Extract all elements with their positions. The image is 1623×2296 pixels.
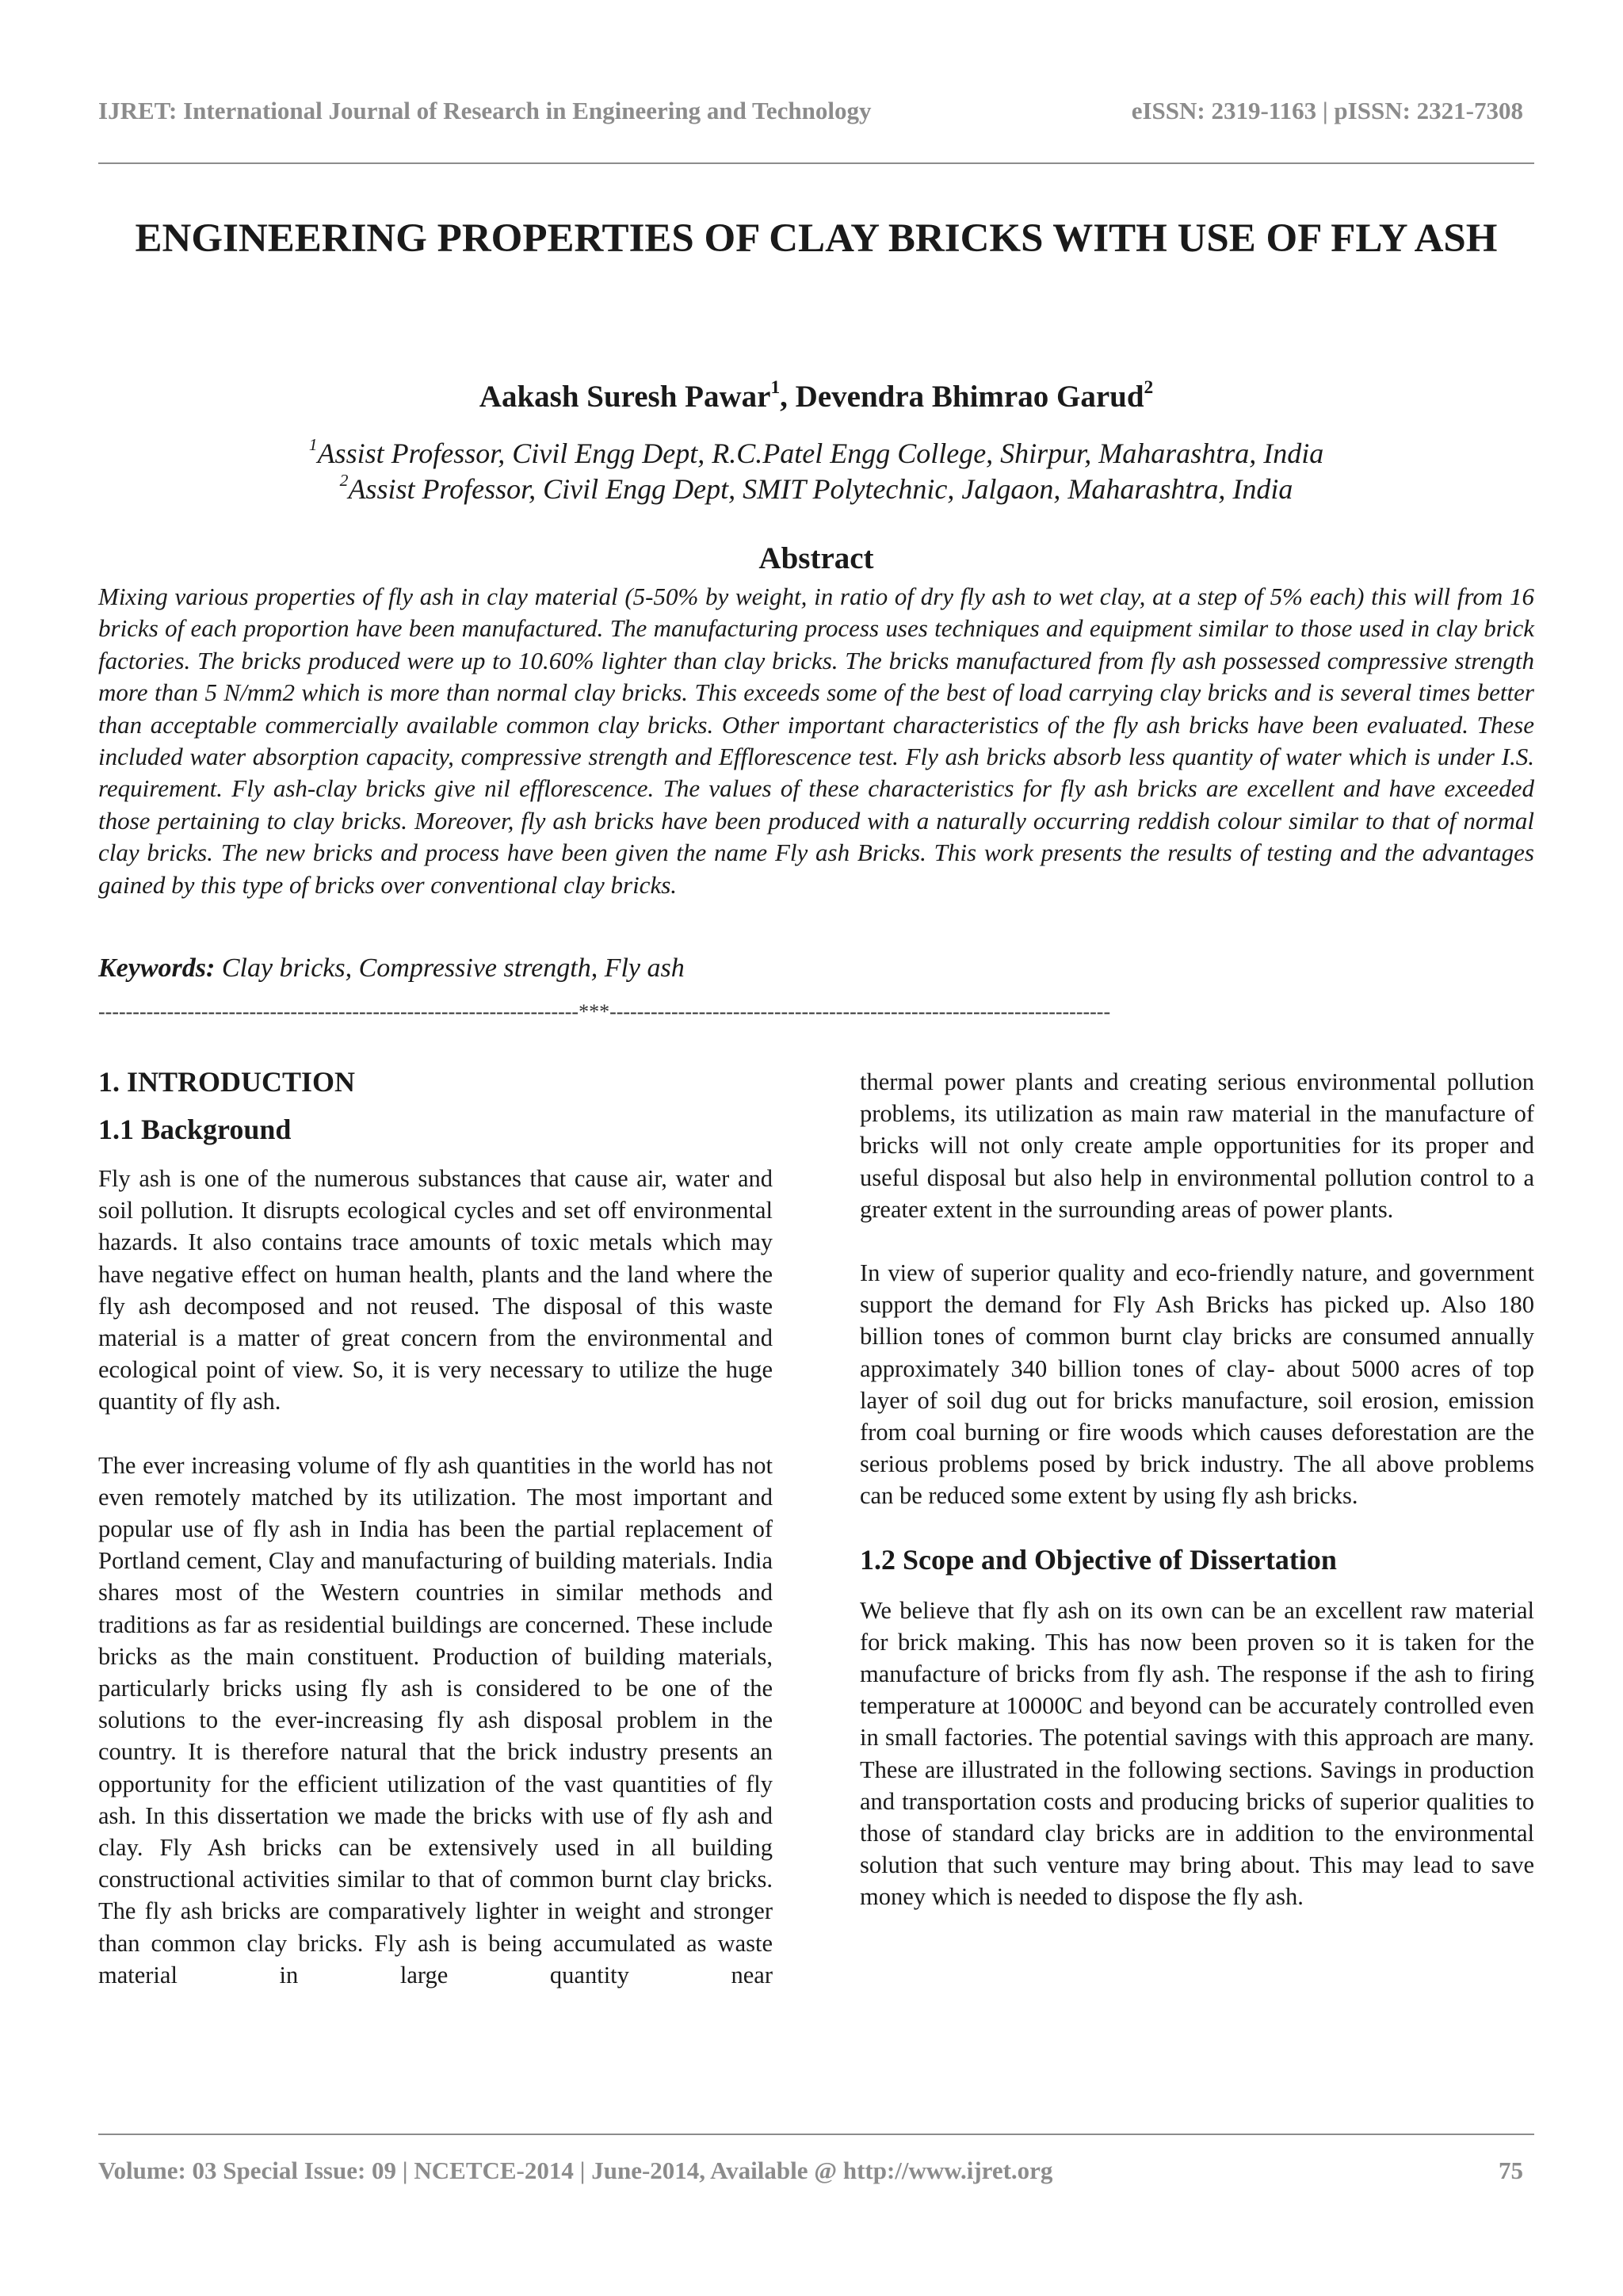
- affiliation-mark: 1: [308, 434, 318, 454]
- keywords-label: Keywords:: [98, 953, 216, 983]
- left-column: [98, 1066, 773, 1991]
- scope-paragraph: We believe that fly ash on its own can be an excellent raw material for brick making. This has now been proven so it is taken for the manufacture of bricks from fly ash. The response if the ash to firing temperature at 10000C and beyond can be accurately controlled even in small factories. The potential savings with this approach are many. These are illustrated in the following sections. Savings in production and transportation costs and producing bricks of superior qualities to those of standard clay bricks are in addition to the environmental solution that such venture may bring about. This may lead to save money which is needed to dispose the fly ash.: [860, 1596, 1534, 1911]
- section-separator: ----------------------------------------------------------------------***-------------------------------------------------------------------------: [98, 1000, 1111, 1023]
- background-paragraph-2: The ever increasing volume of fly ash quantities in the world has not even remotely matched by its utilization. The most important and popular use of fly ash in India has been the partial replacement of Portland cement, Clay and manufacturing of building materials. India shares most of the Western countries in similar methods and traditions as far as residential buildings are concerned. These include bricks as the main constituent. Production of building materials, particularly bricks using fly ash is considered to be one of the solutions to the ever-increasing fly ash disposal problem in the country. It is therefore natural that the brick industry presents an opportunity for the efficient utilization of the vast quantities of fly ash. In this dissertation we made the bricks with use of fly ash and clay. Fly Ash bricks can be extensively used in all building constructional activities similar to that of common burnt clay bricks. The fly ash bricks are comparatively lighter in weight and stronger than common clay bricks. Fly ash is being accumulated as waste material in large quantity near: [98, 1451, 773, 1988]
- affiliation-text: Assist Professor, Civil Engg Dept, SMIT Polytechnic, Jalgaon, Maharashtra, India: [348, 473, 1293, 505]
- footer-rule: [98, 2134, 1534, 2135]
- author-name: Devendra Bhimrao Garud: [795, 380, 1144, 414]
- right-column: [860, 1066, 1534, 1945]
- issn-info: eISSN: 2319-1163 | pISSN: 2321-7308: [1131, 97, 1523, 124]
- affiliation-1: [98, 434, 1534, 470]
- page-number: 75: [1499, 2157, 1523, 2184]
- scope-heading: 1.2 Scope and Objective of Dissertation: [860, 1543, 1337, 1576]
- author-mark: 2: [1144, 376, 1154, 398]
- header-rule: [98, 162, 1534, 164]
- background-heading: 1.1 Background: [98, 1114, 292, 1145]
- author-mark: 1: [770, 376, 781, 398]
- author-list: Aakash Suresh Pawar$^1$, Devendra Bhimrao Garud$^2$: [479, 376, 1154, 414]
- paper-title: ENGINEERING PROPERTIES OF CLAY BRICKS WITH USE OF FLY ASH: [135, 216, 1498, 261]
- affiliation-text: Assist Professor, Civil Engg Dept, R.C.Patel Engg College, Shirpur, Maharashtra, India: [317, 437, 1324, 469]
- affiliation-mark: 2: [339, 470, 349, 490]
- background-paragraph-1: Fly ash is one of the numerous substances that cause air, water and soil pollution. It disrupts ecological cycles and set off environmental hazards. It also contains trace amounts of toxic metals which may have negative effect on human health, plants and the land where the fly ash decomposed and not reused. The disposal of this waste material is a matter of great concern from the environmental and ecological point of view. So, it is very necessary to utilize the huge quantity of fly ash.: [98, 1165, 773, 1415]
- keywords-text: Clay bricks, Compressive strength, Fly ash: [221, 953, 685, 983]
- background-paragraph-2-continued: thermal power plants and creating serious environmental pollution problems, its utilization as main raw material in the manufacture of bricks will not only create ample opportunities for its proper and useful disposal but also help in environmental pollution control to a greater extent in the surrounding areas of power plants.: [860, 1068, 1534, 1223]
- abstract-text: Mixing various properties of fly ash in clay material (5-50% by weight, in ratio of dry fly ash to wet clay, at a step of 5% each) this will from 16 bricks of each proportion have been manufactured. The manufacturing process uses techniques and equipment similar to those used in clay brick factories. The bricks produced were up to 10.60% lighter than clay bricks. The bricks manufactured from fly ash possessed compressive strength more than 5 N/mm2 which is more than normal clay bricks. This exceeds some of the best of load carrying clay bricks and is several times better than acceptable commercially available common clay bricks. Other important characteristics of the fly ash bricks have been evaluated. These included water absorption capacity, compressive strength and Efflorescence test. Fly ash bricks absorb less quantity of water which is under I.S. requirement. Fly ash-clay bricks give nil efflorescence. The values of these characteristics for fly ash bricks are excellent and have exceeded those pertaining to clay bricks. Moreover, fly ash bricks have been produced with a naturally occurring reddish colour similar to that of normal clay bricks. The new bricks and process have been given the name Fly ash Bricks. This work presents the results of testing and the advantages gained by this type of bricks over conventional clay bricks.: [98, 583, 1534, 899]
- keywords-line: [98, 953, 1534, 984]
- journal-name: IJRET: International Journal of Research in Engineering and Technology: [98, 97, 872, 124]
- introduction-heading: 1. INTRODUCTION: [98, 1066, 356, 1098]
- background-paragraph-3: In view of superior quality and eco-friendly nature, and government support the demand for Fly Ash Bricks has picked up. Also 180 billion tones of common burnt clay bricks are consumed annually approximately 340 billion tones of clay- about 5000 acres of top layer of soil dug out for bricks manufacture, soil erosion, emission from coal burning or fire woods which causes deforestation are the serious problems posed by brick industry. The all above problems can be reduced some extent by using fly ash bricks.: [860, 1259, 1534, 1510]
- footer-citation: Volume: 03 Special Issue: 09 | NCETCE-2014 | June-2014, Available @ http://www.ijret.org: [98, 2157, 1053, 2184]
- affiliation-2: [98, 472, 1534, 506]
- author-name: Aakash Suresh Pawar: [479, 380, 771, 414]
- abstract-heading: Abstract: [758, 541, 874, 575]
